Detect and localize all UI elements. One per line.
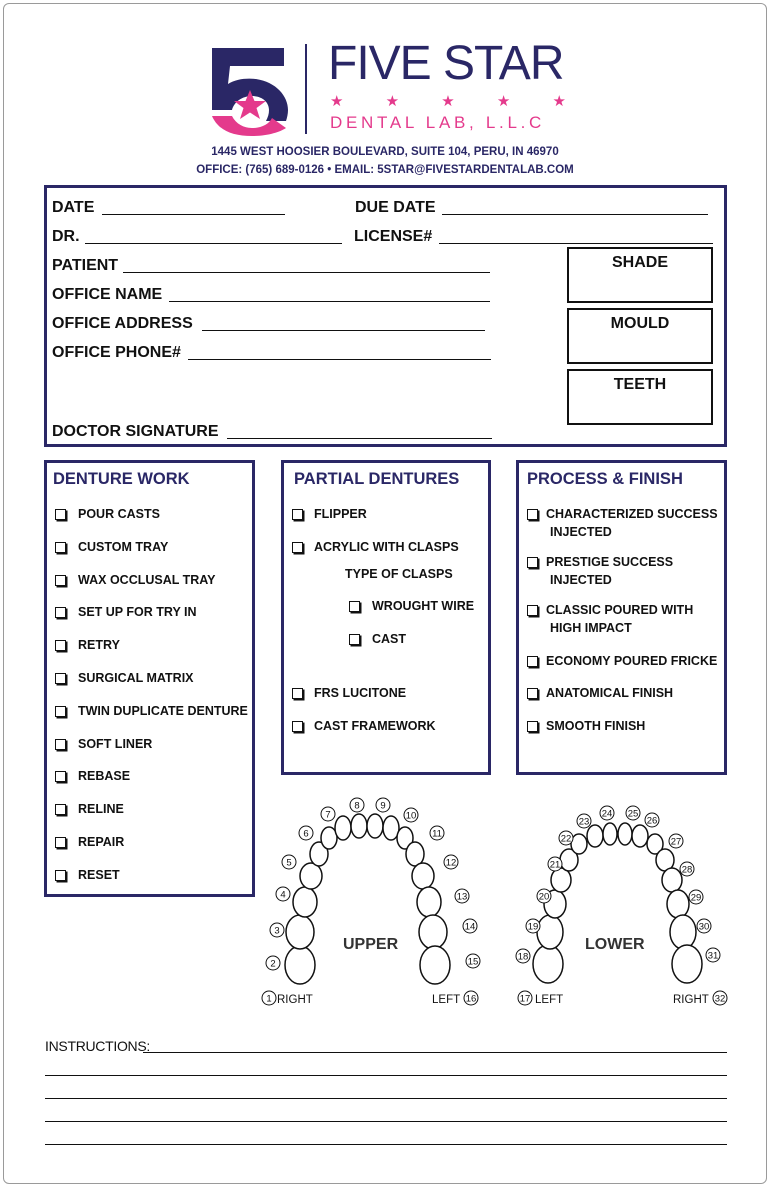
lower-tooth-number: 26 — [646, 815, 658, 827]
lower-tooth[interactable] — [537, 915, 563, 949]
lab-contact: OFFICE: (765) 689-0126 • EMAIL: 5STAR@FIVESTARDENTALAB.COM — [196, 164, 574, 176]
office-address-field[interactable] — [202, 330, 485, 331]
mould-box[interactable] — [567, 308, 713, 364]
denture-work-checkbox[interactable] — [55, 870, 66, 881]
star-icon: ★ — [385, 93, 400, 110]
process-finish-checkbox[interactable] — [527, 656, 538, 667]
upper-left-label: LEFT — [432, 994, 461, 1006]
lower-tooth-number: 17 — [519, 993, 531, 1005]
process-finish-item-label: CLASSIC POURED WITH — [546, 603, 694, 617]
upper-tooth-number: 5 — [286, 857, 292, 869]
star-icon: ★ — [441, 93, 455, 110]
process-finish-title: PROCESS & FINISH — [527, 470, 683, 488]
denture-work-checkbox[interactable] — [55, 509, 66, 520]
lower-arch-label: LOWER — [585, 936, 645, 953]
flipper-checkbox[interactable] — [292, 509, 303, 520]
office-name-label: OFFICE NAME — [52, 286, 163, 303]
process-finish-checkbox[interactable] — [527, 605, 538, 616]
shade-box[interactable] — [567, 247, 713, 303]
instructions-line[interactable] — [45, 1075, 727, 1076]
upper-tooth-number: 12 — [445, 857, 457, 869]
upper-tooth-number: 14 — [464, 921, 476, 933]
instructions-label: INSTRUCTIONS: — [45, 1038, 150, 1054]
lab-address: 1445 WEST HOOSIER BOULEVARD, SUITE 104, PERU, IN 46970 — [211, 146, 559, 158]
denture-work-checkbox[interactable] — [55, 542, 66, 553]
doctor-label: DR. — [52, 228, 80, 245]
denture-work-item-label: RESET — [78, 867, 120, 882]
due-date-label: DUE DATE — [355, 199, 436, 216]
upper-tooth-number: 7 — [325, 809, 331, 821]
lower-tooth[interactable] — [587, 825, 603, 847]
wrought-wire-label: WROUGHT WIRE — [372, 599, 475, 613]
lower-tooth-number: 24 — [601, 808, 613, 820]
upper-tooth-number: 2 — [270, 958, 276, 970]
upper-tooth[interactable] — [417, 887, 441, 917]
lower-tooth-number: 21 — [549, 859, 561, 871]
denture-work-item-label: SOFT LINER — [78, 736, 153, 751]
lower-tooth-number: 31 — [707, 950, 719, 962]
acrylic-clasps-checkbox[interactable] — [292, 542, 303, 553]
star-icon: ★ — [496, 93, 511, 110]
process-finish-item-label: SMOOTH FINISH — [546, 719, 646, 733]
denture-work-item-label: WAX OCCLUSAL TRAY — [78, 572, 216, 587]
doctor-field[interactable] — [85, 243, 342, 244]
denture-work-item-label: SURGICAL MATRIX — [78, 671, 194, 685]
denture-work-item-label: TWIN DUPLICATE DENTURE — [78, 703, 248, 718]
lower-tooth-number: 27 — [670, 836, 682, 848]
lower-tooth[interactable] — [618, 823, 632, 845]
upper-tooth[interactable] — [419, 915, 447, 949]
shade-label: SHADE — [611, 254, 668, 271]
lower-tooth-number: 23 — [578, 816, 590, 828]
brand-subtitle: DENTAL LAB, L.L.C — [330, 113, 546, 132]
denture-work-item-label: REBASE — [78, 769, 131, 784]
upper-tooth-number: 11 — [432, 828, 442, 840]
instructions-line[interactable] — [45, 1121, 727, 1122]
upper-arch-label: UPPER — [343, 936, 399, 953]
upper-tooth-number: 15 — [467, 956, 479, 968]
cast-label: CAST — [372, 632, 407, 646]
process-finish-item-label-cont: INJECTED — [550, 525, 612, 539]
denture-work-checkbox[interactable] — [55, 739, 66, 750]
denture-work-title: DENTURE WORK — [53, 470, 190, 488]
lower-tooth-number: 29 — [690, 892, 702, 904]
lower-tooth-number: 32 — [714, 993, 726, 1005]
license-label: LICENSE# — [354, 228, 433, 245]
upper-tooth-number: 4 — [280, 889, 286, 901]
star-icon: ★ — [552, 93, 566, 110]
upper-right-label: RIGHT — [277, 994, 313, 1006]
office-address-label: OFFICE ADDRESS — [52, 315, 193, 332]
lower-tooth-number: 18 — [517, 951, 529, 963]
five-star-logo-icon — [206, 44, 294, 136]
upper-tooth-number: 8 — [354, 800, 360, 812]
upper-tooth-number: 16 — [465, 993, 477, 1005]
type-of-clasps-label: TYPE OF CLASPS — [345, 567, 453, 581]
brand-name: FIVE STAR — [328, 37, 564, 90]
teeth-label: TEETH — [613, 376, 667, 393]
process-finish-item-label: ECONOMY POURED FRICKE — [546, 654, 718, 668]
license-field[interactable] — [439, 243, 713, 244]
denture-work-checkbox[interactable] — [55, 706, 66, 717]
lower-tooth-number: 20 — [538, 891, 550, 903]
brand-stars — [330, 94, 566, 109]
process-finish-checkbox[interactable] — [527, 509, 538, 520]
lower-left-label: LEFT — [535, 994, 564, 1006]
acrylic-clasps-label: ACRYLIC WITH CLASPS — [314, 540, 459, 554]
upper-tooth-number: 10 — [405, 810, 417, 822]
upper-tooth[interactable] — [300, 863, 322, 889]
upper-tooth-number: 3 — [274, 925, 280, 937]
process-finish-checkbox[interactable] — [527, 721, 538, 732]
denture-work-checkbox[interactable] — [55, 607, 66, 618]
frs-lucitone-checkbox[interactable] — [292, 688, 303, 699]
process-finish-item-label: ANATOMICAL FINISH — [546, 686, 674, 700]
upper-tooth[interactable] — [412, 863, 434, 889]
process-finish-item-label: CHARACTERIZED SUCCESS — [546, 507, 718, 521]
lower-tooth-number: 19 — [527, 921, 539, 933]
lower-tooth[interactable] — [603, 823, 617, 845]
tooth-chart — [255, 792, 735, 1014]
lower-tooth[interactable] — [670, 915, 696, 949]
denture-work-checkbox[interactable] — [55, 837, 66, 848]
patient-field[interactable] — [123, 272, 490, 273]
wrought-wire-checkbox[interactable] — [349, 601, 360, 612]
denture-work-checkbox[interactable] — [55, 575, 66, 586]
denture-work-item-label: POUR CASTS — [78, 507, 160, 521]
teeth-box[interactable] — [567, 369, 713, 425]
denture-work-item-label: RETRY — [78, 638, 120, 653]
frs-lucitone-label: FRS LUCITONE — [314, 686, 407, 700]
star-icon: ★ — [330, 93, 344, 110]
lower-tooth-number: 25 — [627, 808, 639, 820]
lower-tooth[interactable] — [632, 825, 648, 847]
denture-work-item-label: SET UP FOR TRY IN — [78, 605, 197, 620]
due-date-field[interactable] — [442, 214, 708, 215]
mould-label: MOULD — [610, 315, 670, 332]
denture-work-checkbox[interactable] — [55, 771, 66, 782]
process-finish-item-label-cont: HIGH IMPACT — [550, 621, 632, 635]
denture-work-item-label: RELINE — [78, 802, 124, 817]
lower-tooth[interactable] — [672, 945, 702, 983]
lower-right-label: RIGHT — [673, 994, 709, 1006]
upper-tooth-number: 9 — [380, 800, 386, 812]
lower-tooth-number: 28 — [681, 864, 693, 876]
denture-work-checkbox[interactable] — [55, 640, 66, 651]
lower-tooth-number: 30 — [698, 921, 710, 933]
logo-divider — [305, 44, 307, 134]
doctor-signature-field[interactable] — [227, 438, 492, 439]
office-phone-label: OFFICE PHONE# — [52, 344, 181, 361]
upper-tooth[interactable] — [293, 887, 317, 917]
denture-work-item-label: CUSTOM TRAY — [78, 539, 169, 554]
process-finish-item-label: PRESTIGE SUCCESS — [546, 555, 674, 569]
instructions-line[interactable] — [45, 1098, 727, 1099]
upper-tooth-number: 6 — [303, 828, 309, 840]
lower-tooth[interactable] — [533, 945, 563, 983]
process-finish-checkbox[interactable] — [527, 688, 538, 699]
doctor-signature-label: DOCTOR SIGNATURE — [52, 423, 219, 440]
date-label: DATE — [52, 199, 95, 216]
upper-tooth-number: 1 — [266, 993, 272, 1005]
upper-tooth[interactable] — [367, 814, 383, 838]
partial-dentures-title: PARTIAL DENTURES — [294, 470, 460, 488]
upper-tooth[interactable] — [351, 814, 367, 838]
denture-work-checkbox[interactable] — [55, 673, 66, 684]
lower-tooth-number: 22 — [560, 833, 572, 845]
cast-framework-label: CAST FRAMEWORK — [314, 719, 436, 733]
lower-tooth[interactable] — [667, 890, 689, 918]
office-name-field[interactable] — [169, 301, 490, 302]
lower-tooth[interactable] — [662, 868, 682, 892]
upper-tooth[interactable] — [286, 915, 314, 949]
process-finish-item-label-cont: INJECTED — [550, 573, 612, 587]
instructions-line[interactable] — [143, 1052, 727, 1053]
cast-framework-checkbox[interactable] — [292, 721, 303, 732]
date-field[interactable] — [102, 214, 285, 215]
upper-tooth-number: 13 — [456, 891, 468, 903]
instructions-line[interactable] — [45, 1144, 727, 1145]
office-phone-field[interactable] — [188, 359, 491, 360]
upper-tooth[interactable] — [420, 946, 450, 984]
process-finish-checkbox[interactable] — [527, 557, 538, 568]
denture-work-item-label: REPAIR — [78, 835, 125, 849]
flipper-label: FLIPPER — [314, 507, 367, 521]
denture-work-checkbox[interactable] — [55, 804, 66, 815]
upper-tooth[interactable] — [335, 816, 351, 840]
cast-checkbox[interactable] — [349, 634, 360, 645]
upper-tooth[interactable] — [285, 946, 315, 984]
patient-label: PATIENT — [52, 257, 119, 274]
